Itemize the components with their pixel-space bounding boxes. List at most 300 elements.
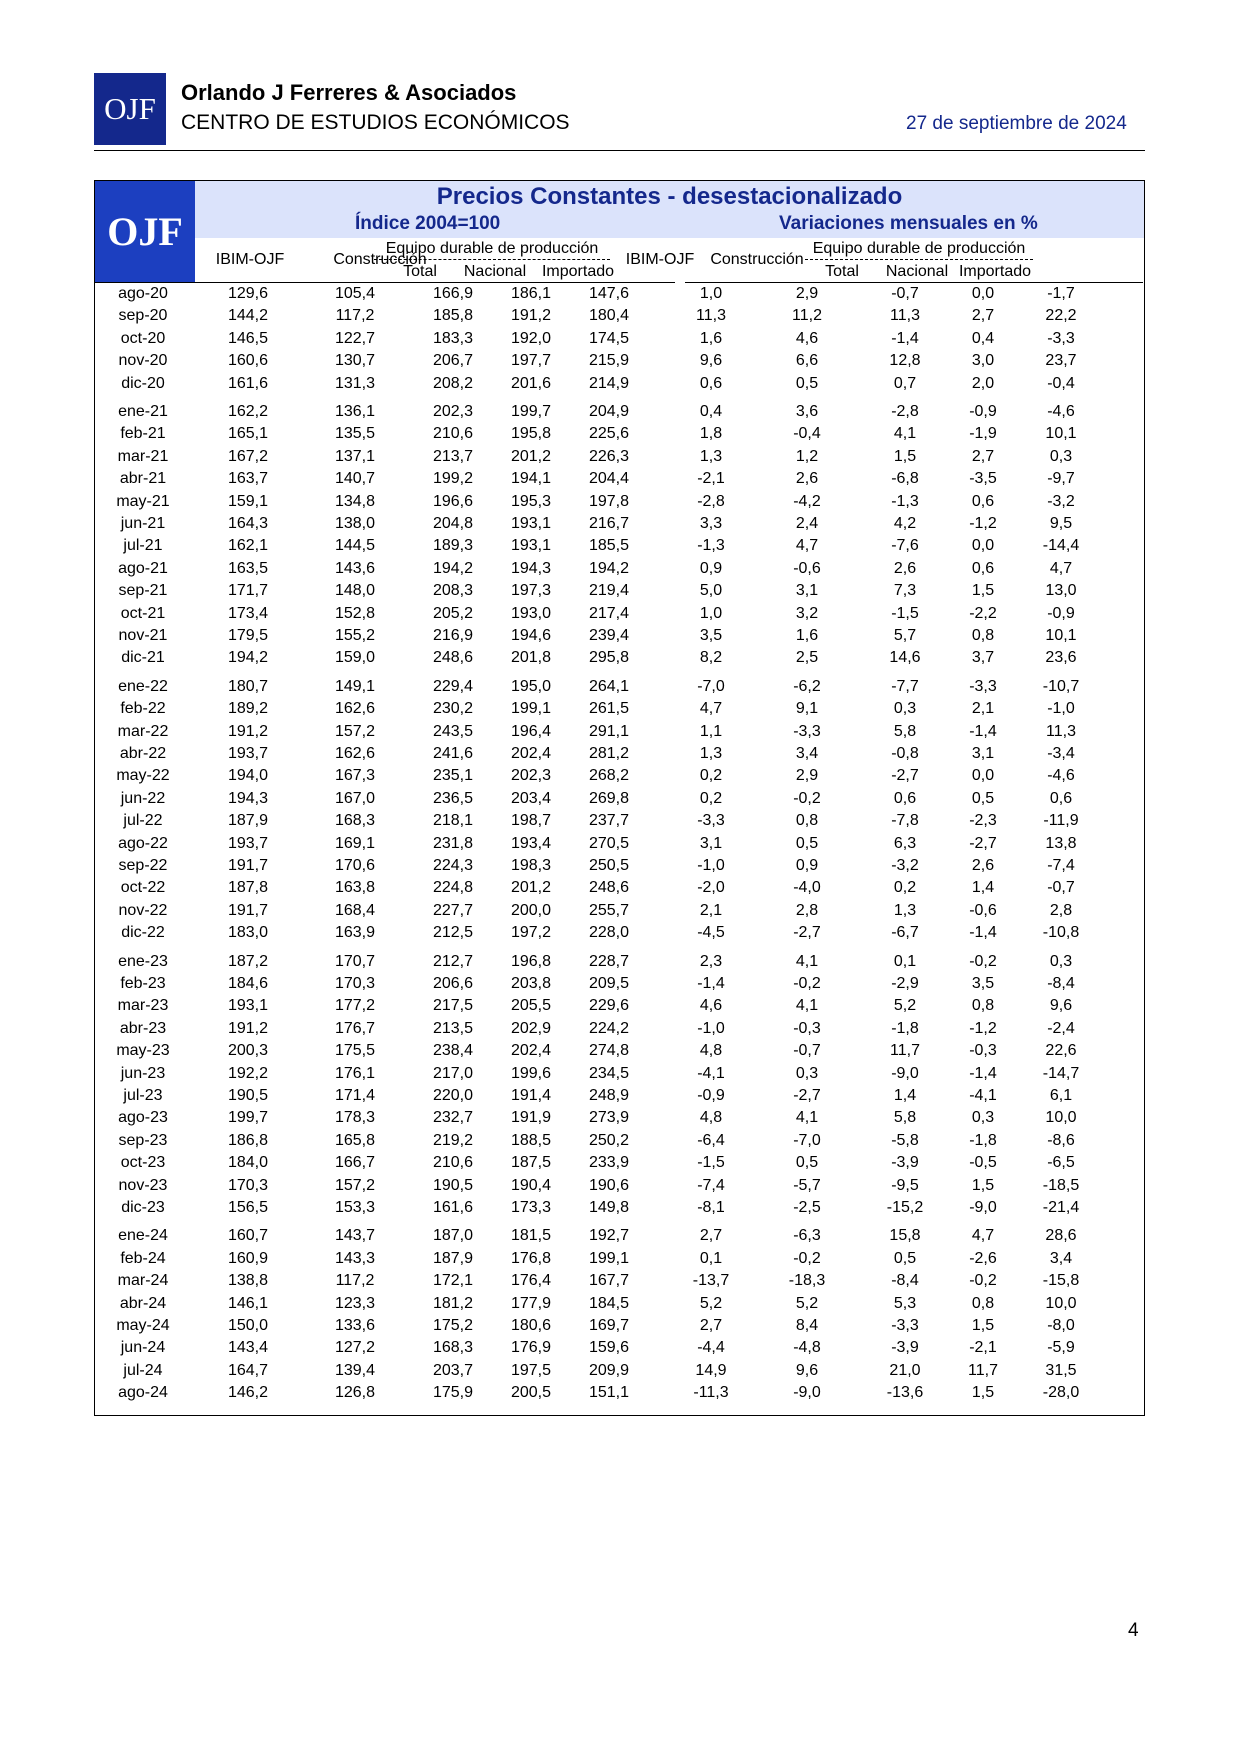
cell-importado-variation: -3,3	[1047, 329, 1075, 347]
cell-construccion-variation: 2,6	[795, 470, 819, 488]
cell-total-variation: 0,3	[893, 700, 917, 718]
cell-importado-index: 250,5	[588, 857, 630, 874]
cell-nacional-index: 195,8	[510, 425, 552, 443]
cell-ibim-variation: -2,8	[697, 492, 725, 510]
cell-construccion-index: 140,7	[334, 470, 376, 488]
cell-date: nov-23	[118, 1176, 168, 1194]
cell-nacional-variation: 0,8	[971, 627, 995, 644]
cell-construccion-variation: -9,0	[793, 1384, 821, 1402]
cell-total-variation: 1,4	[893, 1087, 917, 1104]
cell-nacional-index: 201,2	[510, 447, 552, 465]
cell-construccion-index: 152,8	[334, 604, 376, 622]
cell-total-index: 202,3	[432, 403, 474, 420]
cell-ibim-index: 192,2	[227, 1064, 269, 1082]
cell-construccion-variation: -6,2	[793, 677, 821, 695]
cell-nacional-variation: 1,5	[971, 582, 995, 600]
cell-nacional-index: 193,4	[510, 834, 552, 852]
cell-nacional-variation: 0,8	[971, 997, 995, 1015]
cell-construccion-variation: -0,4	[793, 425, 821, 443]
cell-construccion-index: 135,5	[334, 425, 376, 443]
cell-importado-index: 268,2	[588, 767, 630, 785]
cell-total-variation: -2,7	[891, 767, 919, 785]
cell-importado-variation: -0,9	[1047, 604, 1075, 622]
cell-construccion-variation: -2,7	[793, 1087, 821, 1104]
cell-nacional-variation: -0,9	[969, 403, 997, 420]
cell-ibim-index: 187,9	[227, 812, 269, 830]
cell-ibim-variation: 2,7	[699, 1317, 723, 1334]
cell-ibim-variation: -1,0	[697, 1019, 725, 1037]
cell-importado-index: 250,2	[588, 1131, 630, 1149]
cell-ibim-variation: 1,6	[699, 329, 723, 347]
cell-date: mar-22	[117, 722, 169, 740]
subtitle-variation: Variaciones mensuales en %	[779, 213, 1038, 234]
cell-date: oct-20	[120, 329, 166, 347]
cell-importado-variation: -6,5	[1047, 1154, 1075, 1172]
cell-date: sep-22	[118, 857, 168, 874]
cell-date: mar-24	[117, 1272, 169, 1290]
cell-nacional-variation: 1,5	[971, 1317, 995, 1334]
cell-construccion-variation: 5,2	[795, 1294, 819, 1312]
cell-nacional-index: 191,9	[510, 1109, 552, 1127]
cell-total-variation: -7,8	[891, 812, 919, 830]
cell-ibim-variation: 1,0	[699, 285, 723, 302]
cell-nacional-index: 202,4	[510, 745, 552, 762]
org-name: Orlando J Ferreres & Asociados	[181, 80, 517, 105]
cell-ibim-index: 165,1	[227, 425, 269, 443]
cell-nacional-index: 193,1	[510, 515, 552, 532]
cell-importado-index: 159,6	[588, 1339, 630, 1357]
cell-construccion-index: 169,1	[334, 834, 376, 852]
cell-construccion-index: 171,4	[334, 1087, 376, 1104]
cell-construccion-index: 175,5	[334, 1042, 376, 1060]
cell-ibim-index: 164,7	[227, 1361, 269, 1379]
cell-importado-index: 226,3	[588, 447, 630, 465]
cell-ibim-variation: -2,1	[697, 470, 725, 488]
cell-date: feb-21	[120, 425, 166, 443]
header-rule-right	[685, 282, 1143, 283]
cell-importado-index: 190,6	[588, 1176, 630, 1194]
cell-ibim-variation: 1,8	[699, 425, 723, 443]
cell-ibim-index: 191,7	[227, 857, 269, 874]
cell-total-index: 248,6	[432, 649, 474, 667]
cell-construccion-variation: 9,1	[795, 700, 819, 718]
cell-nacional-variation: 0,8	[971, 1294, 995, 1312]
cell-total-index: 181,2	[432, 1294, 474, 1312]
cell-importado-variation: -3,4	[1047, 745, 1075, 762]
cell-ibim-variation: 5,2	[699, 1294, 723, 1312]
cell-total-index: 231,8	[432, 834, 474, 852]
cell-total-index: 229,4	[432, 677, 474, 695]
cell-date: ago-22	[118, 834, 168, 852]
cell-total-variation: -0,7	[891, 285, 919, 302]
cell-construccion-index: 170,6	[334, 857, 376, 874]
cell-nacional-variation: -4,1	[969, 1087, 997, 1104]
cell-total-index: 227,7	[432, 901, 474, 919]
cell-total-index: 206,6	[432, 975, 474, 992]
header-equipo-variation: Equipo durable de producción	[805, 240, 1033, 260]
cell-ibim-variation: 9,6	[699, 352, 723, 370]
cell-importado-variation: -21,4	[1042, 1199, 1080, 1216]
cell-importado-variation: 4,7	[1049, 559, 1073, 577]
cell-importado-variation: 9,6	[1049, 997, 1073, 1015]
cell-construccion-variation: 2,9	[795, 285, 819, 302]
cell-construccion-index: 123,3	[334, 1294, 376, 1312]
cell-importado-variation: -10,7	[1042, 677, 1080, 695]
cell-ibim-variation: 0,1	[699, 1249, 723, 1267]
cell-nacional-index: 176,8	[510, 1249, 552, 1267]
cell-total-variation: 1,3	[893, 901, 917, 919]
cell-nacional-index: 201,2	[510, 879, 552, 897]
cell-ibim-index: 193,7	[227, 745, 269, 762]
cell-ibim-index: 193,1	[227, 997, 269, 1015]
cell-nacional-variation: 0,0	[971, 285, 995, 302]
cell-nacional-index: 201,8	[510, 649, 552, 667]
cell-nacional-index: 177,9	[510, 1294, 552, 1312]
cell-total-variation: 4,2	[893, 515, 917, 532]
cell-ibim-variation: 0,2	[699, 789, 723, 807]
cell-ibim-variation: 4,6	[699, 997, 723, 1015]
cell-total-variation: -7,7	[891, 677, 919, 695]
cell-importado-variation: 23,7	[1045, 352, 1077, 370]
cell-importado-index: 228,7	[588, 952, 630, 970]
cell-nacional-variation: 0,6	[971, 492, 995, 510]
cell-total-index: 204,8	[432, 515, 474, 532]
cell-nacional-variation: -2,7	[969, 834, 997, 852]
cell-construccion-index: 176,1	[334, 1064, 376, 1082]
cell-construccion-index: 122,7	[334, 329, 376, 347]
cell-construccion-index: 165,8	[334, 1131, 376, 1149]
cell-nacional-variation: -1,4	[969, 924, 997, 942]
cell-ibim-variation: 0,9	[699, 559, 723, 577]
cell-ibim-index: 191,2	[227, 722, 269, 740]
cell-ibim-index: 193,7	[227, 834, 269, 852]
cell-date: jun-24	[120, 1339, 166, 1357]
cell-construccion-variation: -3,3	[793, 722, 821, 740]
cell-total-variation: 5,7	[893, 627, 917, 644]
cell-nacional-variation: -9,0	[969, 1199, 997, 1216]
cell-ibim-variation: 0,2	[699, 767, 723, 785]
cell-importado-variation: 6,1	[1049, 1087, 1073, 1104]
cell-construccion-index: 159,0	[334, 649, 376, 667]
cell-nacional-variation: -0,2	[969, 1272, 997, 1290]
cell-importado-variation: 31,5	[1045, 1361, 1077, 1379]
cell-construccion-index: 163,9	[334, 924, 376, 942]
header-total-variation: Total	[825, 263, 859, 280]
cell-nacional-variation: 3,5	[971, 975, 995, 992]
cell-importado-variation: 22,6	[1045, 1042, 1077, 1060]
cell-total-index: 235,1	[432, 767, 474, 785]
cell-total-variation: -3,2	[891, 857, 919, 874]
cell-total-variation: -2,9	[891, 975, 919, 992]
cell-date: may-21	[116, 492, 170, 510]
cell-ibim-variation: -7,4	[697, 1176, 725, 1194]
cell-importado-index: 248,9	[588, 1087, 630, 1104]
cell-total-variation: -0,8	[891, 745, 919, 762]
header-ibim-variation: IBIM-OJF	[625, 251, 695, 268]
cell-importado-index: 199,1	[588, 1249, 630, 1267]
cell-nacional-index: 196,8	[510, 952, 552, 970]
cell-nacional-variation: -1,4	[969, 722, 997, 740]
cell-total-index: 216,9	[432, 627, 474, 644]
cell-total-index: 243,5	[432, 722, 474, 740]
cell-construccion-variation: 3,4	[795, 745, 819, 762]
cell-nacional-index: 191,4	[510, 1087, 552, 1104]
cell-date: ene-21	[118, 403, 168, 420]
cell-importado-index: 204,4	[588, 470, 630, 488]
cell-ibim-variation: 2,7	[699, 1227, 723, 1245]
cell-total-variation: -6,7	[891, 924, 919, 942]
cell-construccion-index: 176,7	[334, 1019, 376, 1037]
cell-construccion-variation: -2,7	[793, 924, 821, 942]
cell-ibim-index: 129,6	[227, 285, 269, 302]
cell-construccion-variation: -0,6	[793, 559, 821, 577]
cell-importado-variation: -8,6	[1047, 1131, 1075, 1149]
cell-construccion-index: 153,3	[334, 1199, 376, 1216]
cell-ibim-variation: 3,5	[699, 627, 723, 644]
cell-importado-index: 229,6	[588, 997, 630, 1015]
cell-ibim-variation: -7,0	[697, 677, 725, 695]
cell-nacional-index: 176,4	[510, 1272, 552, 1290]
cell-nacional-variation: -2,3	[969, 812, 997, 830]
cell-ibim-variation: 5,0	[699, 582, 723, 600]
cell-date: mar-23	[117, 997, 169, 1015]
cell-nacional-index: 191,2	[510, 307, 552, 325]
org-subtitle: CENTRO DE ESTUDIOS ECONÓMICOS	[181, 111, 570, 134]
cell-total-variation: -3,9	[891, 1154, 919, 1172]
cell-nacional-variation: 0,5	[971, 789, 995, 807]
cell-construccion-variation: 3,6	[795, 403, 819, 420]
cell-total-variation: 11,3	[890, 307, 920, 325]
cell-total-variation: -7,6	[891, 537, 919, 555]
cell-importado-variation: 0,3	[1049, 952, 1073, 970]
cell-nacional-index: 202,9	[510, 1019, 552, 1037]
cell-construccion-index: 143,3	[334, 1249, 376, 1267]
cell-nacional-variation: -1,2	[969, 515, 997, 532]
cell-importado-variation: -2,4	[1047, 1019, 1075, 1037]
cell-nacional-variation: 1,5	[971, 1384, 995, 1402]
cell-date: dic-20	[121, 374, 165, 392]
cell-total-index: 189,3	[432, 537, 474, 555]
cell-ibim-variation: -1,4	[697, 975, 725, 992]
cell-importado-index: 228,0	[588, 924, 630, 942]
cell-importado-index: 274,8	[588, 1042, 630, 1060]
cell-construccion-variation: 2,8	[795, 901, 819, 919]
cell-nacional-index: 199,6	[510, 1064, 552, 1082]
cell-total-index: 203,7	[432, 1361, 474, 1379]
cell-importado-index: 219,4	[588, 582, 630, 600]
cell-construccion-index: 149,1	[334, 677, 376, 695]
cell-nacional-variation: 3,7	[971, 649, 995, 667]
cell-total-index: 196,6	[432, 492, 474, 510]
cell-importado-variation: -10,8	[1042, 924, 1080, 942]
cell-nacional-index: 173,3	[510, 1199, 552, 1216]
cell-total-index: 212,5	[432, 924, 474, 942]
cell-nacional-index: 205,5	[510, 997, 552, 1015]
cell-ibim-index: 146,2	[227, 1384, 269, 1402]
cell-total-index: 187,9	[432, 1249, 474, 1267]
publication-date: 27 de septiembre de 2024	[906, 113, 1127, 134]
cell-ibim-variation: -4,5	[697, 924, 725, 942]
cell-construccion-index: 163,8	[334, 879, 376, 897]
cell-construccion-index: 162,6	[334, 745, 376, 762]
cell-nacional-index: 192,0	[510, 329, 552, 347]
cell-ibim-variation: 1,3	[699, 447, 723, 465]
cell-construccion-variation: 0,5	[795, 374, 819, 392]
cell-ibim-index: 187,2	[227, 952, 269, 970]
cell-total-variation: 5,3	[893, 1294, 917, 1312]
cell-total-index: 212,7	[432, 952, 474, 970]
cell-construccion-variation: -4,8	[793, 1339, 821, 1357]
cell-construccion-variation: -18,3	[788, 1272, 826, 1290]
cell-nacional-index: 180,6	[510, 1317, 552, 1334]
cell-nacional-variation: -0,2	[969, 952, 997, 970]
cell-total-variation: 0,2	[893, 879, 917, 897]
cell-ibim-index: 163,7	[227, 470, 269, 488]
cell-date: ene-24	[118, 1227, 168, 1245]
cell-nacional-variation: -2,1	[969, 1339, 997, 1357]
cell-construccion-variation: 1,6	[795, 627, 819, 644]
cell-ibim-variation: 2,1	[699, 901, 723, 919]
cell-date: ene-22	[118, 677, 168, 695]
cell-nacional-index: 194,3	[510, 559, 552, 577]
cell-importado-index: 217,4	[588, 604, 630, 622]
cell-construccion-variation: -4,0	[793, 879, 821, 897]
cell-construccion-index: 167,0	[334, 789, 376, 807]
cell-nacional-variation: 3,1	[971, 745, 995, 762]
cell-ibim-variation: 3,1	[699, 834, 723, 852]
cell-construccion-variation: 0,5	[795, 1154, 819, 1172]
cell-total-variation: 15,8	[889, 1227, 921, 1245]
cell-construccion-index: 143,7	[334, 1227, 376, 1245]
cell-nacional-variation: 0,0	[971, 537, 995, 555]
price-table	[94, 180, 1145, 1416]
cell-importado-index: 185,5	[588, 537, 630, 555]
cell-importado-variation: -0,4	[1047, 374, 1075, 392]
cell-ibim-index: 184,6	[227, 975, 269, 992]
cell-total-variation: -1,5	[891, 604, 919, 622]
cell-total-index: 172,1	[432, 1272, 474, 1290]
cell-construccion-variation: 9,6	[795, 1361, 819, 1379]
cell-ibim-index: 146,1	[227, 1294, 269, 1312]
cell-total-index: 213,7	[432, 447, 474, 465]
cell-total-index: 219,2	[432, 1131, 474, 1149]
cell-construccion-variation: 3,2	[795, 604, 819, 622]
header-importado-variation: Importado	[958, 263, 1032, 280]
cell-nacional-index: 199,1	[510, 700, 552, 718]
cell-importado-index: 147,6	[588, 285, 630, 302]
table-logo: OJF	[95, 181, 195, 282]
cell-total-index: 168,3	[432, 1339, 474, 1357]
cell-importado-index: 180,4	[588, 307, 630, 325]
cell-nacional-variation: 2,7	[971, 307, 995, 325]
cell-nacional-index: 202,3	[510, 767, 552, 785]
cell-total-index: 220,0	[432, 1087, 474, 1104]
cell-importado-variation: -18,5	[1042, 1176, 1080, 1194]
cell-importado-index: 233,9	[588, 1154, 630, 1172]
cell-ibim-variation: 2,3	[699, 952, 723, 970]
cell-construccion-variation: 2,5	[795, 649, 819, 667]
cell-ibim-variation: -8,1	[697, 1199, 725, 1216]
cell-ibim-index: 162,1	[227, 537, 269, 555]
cell-ibim-index: 167,2	[227, 447, 269, 465]
cell-nacional-index: 187,5	[510, 1154, 552, 1172]
cell-total-variation: 14,6	[889, 649, 921, 667]
cell-construccion-index: 177,2	[334, 997, 376, 1015]
cell-construccion-variation: 2,9	[795, 767, 819, 785]
cell-nacional-index: 197,5	[510, 1361, 552, 1379]
cell-importado-variation: -5,9	[1047, 1339, 1075, 1357]
cell-nacional-variation: -0,3	[969, 1042, 997, 1060]
cell-importado-index: 209,9	[588, 1361, 630, 1379]
cell-total-variation: 0,7	[893, 374, 917, 392]
cell-construccion-variation: -0,2	[793, 975, 821, 992]
cell-nacional-index: 202,4	[510, 1042, 552, 1060]
cell-importado-index: 225,6	[588, 425, 630, 443]
cell-nacional-variation: -2,2	[969, 604, 997, 622]
cell-ibim-variation: -6,4	[697, 1131, 725, 1149]
cell-construccion-index: 127,2	[334, 1339, 376, 1357]
cell-ibim-variation: 4,8	[699, 1042, 723, 1060]
cell-importado-index: 215,9	[588, 352, 630, 370]
cell-total-index: 224,8	[432, 879, 474, 897]
cell-importado-variation: 11,3	[1046, 722, 1076, 740]
cell-total-index: 210,6	[432, 1154, 474, 1172]
cell-construccion-variation: -4,2	[793, 492, 821, 510]
cell-nacional-index: 193,0	[510, 604, 552, 622]
cell-ibim-index: 187,8	[227, 879, 269, 897]
cell-total-variation: -8,4	[891, 1272, 919, 1290]
cell-construccion-variation: 4,1	[795, 1109, 819, 1127]
cell-ibim-index: 162,2	[227, 403, 269, 420]
cell-total-variation: 11,7	[890, 1042, 920, 1060]
cell-total-variation: -9,5	[891, 1176, 919, 1194]
cell-ibim-variation: -1,3	[697, 537, 725, 555]
cell-nacional-variation: 2,0	[971, 374, 995, 392]
header-nacional-index: Nacional	[463, 263, 527, 280]
cell-importado-variation: 13,0	[1045, 582, 1077, 600]
cell-importado-variation: -0,7	[1047, 879, 1075, 897]
cell-importado-index: 270,5	[588, 834, 630, 852]
cell-importado-index: 281,2	[588, 745, 630, 762]
cell-ibim-index: 194,3	[227, 789, 269, 807]
cell-nacional-variation: -2,6	[969, 1249, 997, 1267]
cell-importado-index: 224,2	[588, 1019, 630, 1037]
cell-ibim-index: 164,3	[227, 515, 269, 532]
cell-date: jun-23	[120, 1064, 166, 1082]
cell-nacional-index: 203,4	[510, 789, 552, 807]
cell-ibim-variation: 4,7	[699, 700, 723, 718]
cell-total-index: 218,1	[432, 812, 474, 830]
cell-total-variation: -5,8	[891, 1131, 919, 1149]
cell-nacional-index: 195,3	[510, 492, 552, 510]
page-number: 4	[1128, 1620, 1139, 1641]
cell-construccion-index: 138,0	[334, 515, 376, 532]
cell-ibim-variation: 3,3	[699, 515, 723, 532]
cell-total-index: 238,4	[432, 1042, 474, 1060]
cell-construccion-index: 178,3	[334, 1109, 376, 1127]
cell-construccion-index: 167,3	[334, 767, 376, 785]
cell-ibim-index: 144,2	[227, 307, 269, 325]
cell-nacional-variation: 0,4	[971, 329, 995, 347]
brand-logo: OJF	[94, 73, 166, 145]
cell-construccion-index: 105,4	[334, 285, 376, 302]
cell-total-variation: -1,4	[891, 329, 919, 347]
cell-importado-variation: -14,4	[1042, 537, 1080, 555]
cell-construccion-index: 137,1	[334, 447, 376, 465]
cell-date: dic-21	[121, 649, 165, 667]
cell-nacional-variation: -0,6	[969, 901, 997, 919]
cell-date: jul-22	[123, 812, 163, 830]
